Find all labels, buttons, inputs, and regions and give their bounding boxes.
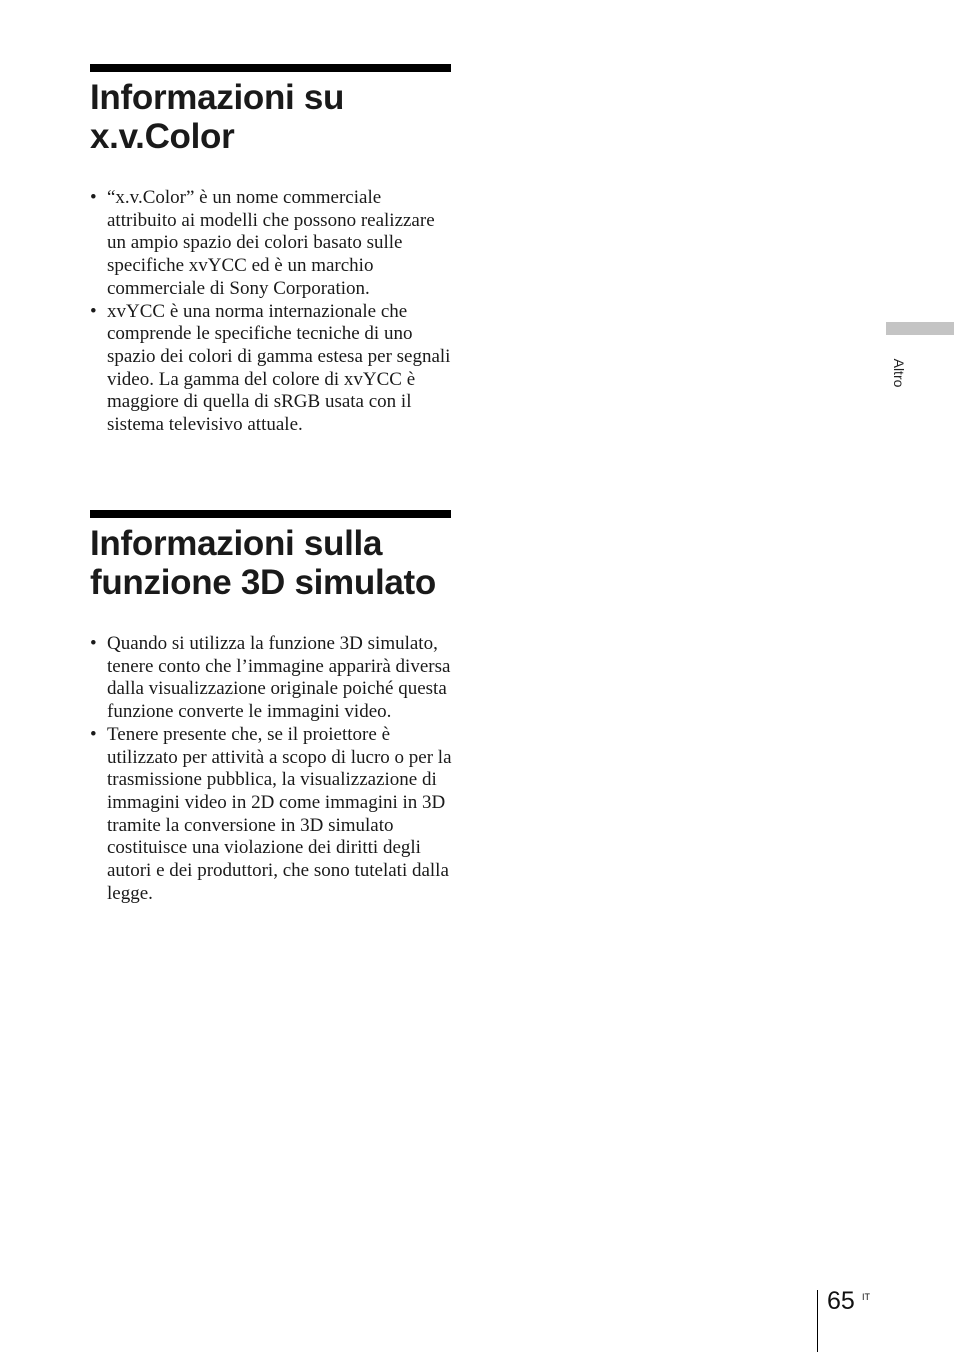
- bullet-text: xvYCC è una norma internazionale che comprende le specifiche tecniche di uno spazio dei colori di gamma estesa per segnali video. La gamma del colore di xvYCC è maggiore di quella di sRGB usata con il sistema televisivo attuale.: [107, 300, 451, 436]
- page-number: 65: [827, 1287, 855, 1315]
- section-heading: Informazioni su x.v.Color: [90, 78, 345, 156]
- bullet-text: Quando si utilizza la funzione 3D simulato, tenere conto che l’immagine apparirà diversa dalla visualizzazione originale poiché questa funzione converte le immagini video.: [107, 633, 451, 723]
- list-item: [90, 633, 452, 724]
- list-item: [90, 724, 452, 906]
- page-language-code: IT: [862, 1292, 870, 1302]
- bullet-list: [90, 187, 452, 437]
- bullet-icon: •: [90, 723, 97, 745]
- footer-divider: [817, 1290, 818, 1352]
- bullet-icon: •: [90, 633, 97, 654]
- bullet-list: [90, 633, 452, 905]
- bullet-text: “x.v.Color” è un nome commerciale attribuito ai modelli che possono realizzare un ampio spazio dei colori basato sulle specifiche xvYCC ed è un marchio commerciale di Sony Corporation.: [107, 187, 435, 299]
- section-heading: Informazioni sulla funzione 3D simulato: [90, 524, 436, 602]
- bullet-icon: •: [90, 187, 97, 208]
- bullet-text: Tenere presente che, se il proiettore è utilizzato per attività a scopo di lucro o per la trasmissione pubblica, la visualizzazione di immagini video in 2D come immagini in 3D tramite la conversione in 3D simulato costituisce una violazione dei diritti degli autori e dei produttori, che sono tutelati dalla legge.: [107, 723, 452, 904]
- side-tab-marker: [886, 322, 954, 335]
- section-xvcolor: [90, 64, 451, 156]
- side-tab-label: Altro: [891, 358, 907, 388]
- section-3d-simulato: [90, 510, 451, 602]
- bullet-icon: •: [90, 300, 97, 322]
- list-item: [90, 187, 452, 301]
- section-rule: [90, 510, 451, 518]
- section-rule: [90, 64, 451, 72]
- list-item: [90, 301, 452, 437]
